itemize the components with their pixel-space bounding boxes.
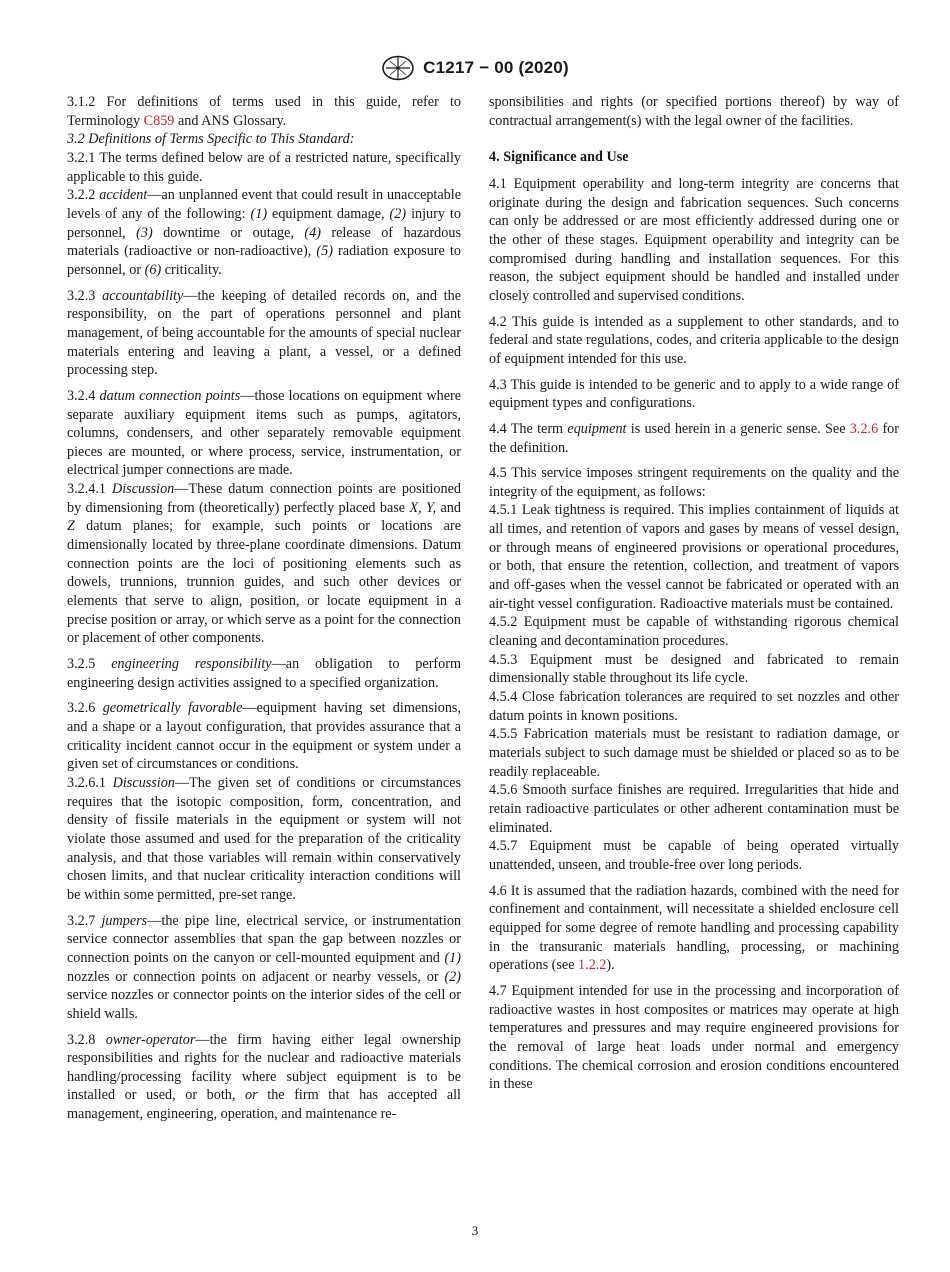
para-4-7: 4.7 Equipment intended for use in the processing and incorporation of radioactive wastes in host composites or matrices may operate at high temperatures and pressures and may require engineered provisions for the removal of large heat loads under normal and emergency conditions. The chemical corrosion and erosion conditions encountered in these — [489, 982, 899, 1093]
para-4-5-4: 4.5.4 Close fabrication tolerances are required to set nozzles and other datum points in known positions. — [489, 689, 899, 724]
para-4-6: 4.6 It is assumed that the radiation hazards, combined with the need for confinement and containment, will necessitate a shielded enclosure cell equipped for some degree of remote handling and processing capability in the transuranic materials handling, processing, or machining operations (see 1.2.2). — [489, 882, 899, 974]
para-3-2-8: 3.2.8 owner-operator—the firm having either legal ownership responsibilities and rights for the nuclear and radioactive materials handling/processing facility where subject equipment is to be installed or used, or both, or the firm that has accepted all management, engineering, operation, and maintenance re- — [67, 1031, 461, 1123]
para-3-2-2: 3.2.2 accident—an unplanned event that could result in unacceptable levels of any of the following: (1) equipment damage, (2) injury to personnel, (3) downtime or outage, (4) release of hazardous materials (radioactive or non-radioactive), (5) radiation exposure to personnel, or (6) criticality. — [67, 187, 462, 278]
para-4-5-7: 4.5.7 Equipment must be capable of being operated virtually unattended, unseen, and trouble-free over long periods. — [489, 838, 899, 873]
para-4-3: 4.3 This guide is intended to be generic and to apply to a wide range of equipment types and configurations. — [489, 376, 899, 412]
document-id: C1217 − 00 (2020) — [423, 58, 569, 77]
para-3-2-4: 3.2.4 datum connection points—those locations on equipment where separate auxiliary equipment items such as pumps, agitators, columns, condensers, and other separately removable equipment pieces are mounted, or where process, service, instrumentation, or electrical jumper connections are made. — [67, 387, 462, 479]
page-number: 3 — [471, 1223, 479, 1238]
para-4-5-1: 4.5.1 Leak tightness is required. This implies containment of liquids at all times, and retention of vapors and gases by means of vessel design, or through means of engineered provisions or operational procedures, or both, that ensure the retention, collection, and treatment of vapors and off-gases when the vessel cannot be fabricated or operated with an air-tight vessel configuration. Radioactive materials must be contained. — [489, 502, 899, 612]
astm-logo-icon — [381, 55, 415, 81]
para-4-5-5: 4.5.5 Fabrication materials must be resistant to radiation damage, or materials subject to such damage must be shielded or placed so as to be readily replaceable. — [489, 726, 899, 780]
para-4-4: 4.4 The term equipment is used herein in a generic sense. See 3.2.6 for the definition. — [489, 420, 899, 456]
link-c859[interactable]: C859 — [143, 112, 175, 129]
para-3-2: 3.2 Definitions of Terms Specific to This Standard: — [67, 131, 355, 148]
para-3-2-4-1: 3.2.4.1 Discussion—These datum connection points are positioned by dimensioning from (theoretically) perfectly placed base X, Y, and Z datum planes; for example, such points or locations are dimensionally located by three-plane coordinate dimensions. Datum connection points are the loci of positioning elements such as dowels, trunnions, trunnion guides, and such other devices or elements that serve to align, position, or locate equipment in a precise position or array, or which serve as a point for the connection or placement of other components. — [67, 481, 461, 647]
para-3-2-6: 3.2.6 geometrically favorable—equipment having set dimensions, and a shape or a layout configuration, that provides assurance that a criticality incident cannot occur in the equipment or system under a given set of circumstances or conditions. — [67, 700, 461, 773]
link-3-2-6[interactable]: 3.2.6 — [849, 420, 879, 437]
para-4-5-3: 4.5.3 Equipment must be designed and fabricated to remain dimensionally stable throughout its life cycle. — [489, 651, 899, 687]
para-3-2-6-1: 3.2.6.1 Discussion—The given set of conditions or circumstances requires that the isotopic composition, form, concentration, and density of fissile materials in the equipment or system will not violate those assumed and used for the preparation of the criticality analysis, and that those variables will remain within conservatively chosen limits, and that nuclear criticality interaction conditions will be within some permitted, pre-set range. — [67, 774, 462, 903]
para-3-2-3: 3.2.3 accountability—the keeping of detailed records on, and the responsibility, on the part of operations personnel and plant management, of being accountable for the amounts of special nuclear materials entering and leaving a plant, a vessel, or a defined processing step. — [67, 287, 461, 379]
right-column — [489, 93, 899, 1094]
para-3-2-7: 3.2.7 jumpers—the pipe line, electrical service, or instrumentation service connector assemblies that span the gap between nozzles or connection points on the canyon or cell-mounted equipment and (1) nozzles or connection points on adjacent or nearby vessels, or (2) service nozzles or connector points on the interior sides of the cell or shield walls. — [67, 912, 462, 1022]
para-3-2-5: 3.2.5 engineering responsibility—an obligation to perform engineering design activities assigned to a specified organization. — [67, 656, 461, 691]
para-4-5: 4.5 This service imposes stringent requirements on the quality and the integrity of the equipment, as follows: — [489, 465, 899, 500]
para-4-2: 4.2 This guide is intended as a supplement to other standards, and to federal and state regulations, codes, and criteria applicable to the design of equipment intended for this use. — [489, 313, 899, 367]
para-3-1-2: 3.1.2 For definitions of terms used in this guide, refer to Terminology C859 and ANS Glossary. — [67, 94, 461, 129]
section-heading-4: 4. Significance and Use — [489, 149, 629, 166]
left-column — [67, 93, 461, 1124]
page-header — [0, 52, 950, 84]
para-4-5-2: 4.5.2 Equipment must be capable of withstanding rigorous chemical cleaning and decontamination procedures. — [489, 614, 899, 650]
para-continued: sponsibilities and rights (or specified portions thereof) by way of contractual arrangement(s) with the legal owner of the facilities. — [489, 94, 899, 129]
para-4-5-6: 4.5.6 Smooth surface finishes are required. Irregularities that hide and retain radioactive particulates or other adherent contamination must be eliminated. — [489, 782, 899, 836]
para-4-1: 4.1 Equipment operability and long-term integrity are concerns that originate during the design and fabrication sequences. Such concerns can only be addressed or are most efficiently addressed during one or the other of these stages. Equipment operability and integrity can be compromised during handling and installation sequences. For this reason, the subject equipment should be handled and installed under closely controlled and supervised conditions. — [489, 175, 899, 304]
link-1-2-2[interactable]: 1.2.2 — [578, 957, 607, 974]
para-3-2-1: 3.2.1 The terms defined below are of a restricted nature, specifically applicable to this guide. — [67, 149, 461, 185]
